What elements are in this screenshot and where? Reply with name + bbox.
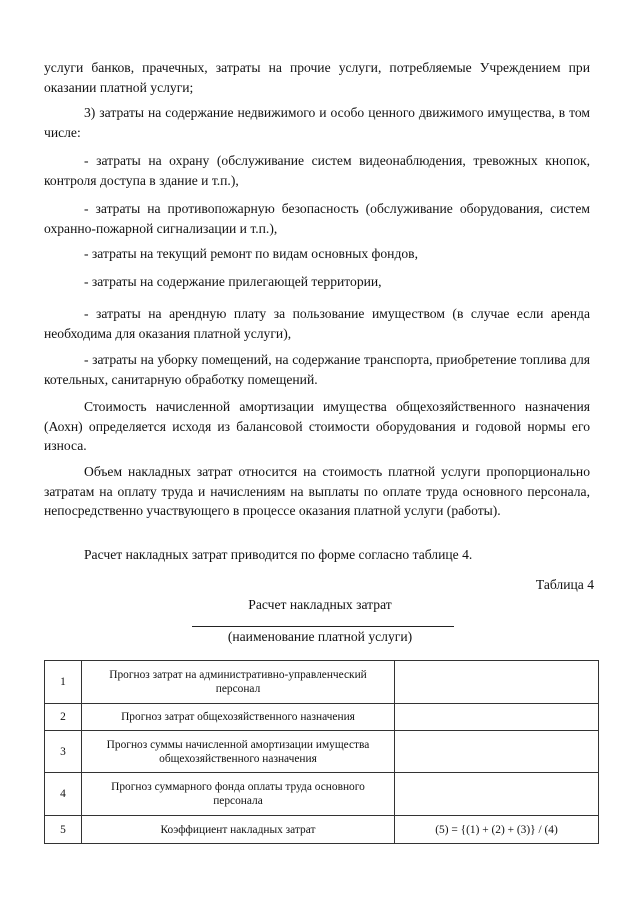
paragraph-rent-costs: - затраты на арендную плату за пользование имуществом (в случае если аренда необходима для оказания платной услуги), <box>44 306 590 341</box>
paragraph-fire-safety-costs: - затраты на противопожарную безопасность (обслуживание оборудования, систем охранно-пожарной сигнализации и т.п.), <box>44 201 590 236</box>
table-row <box>45 661 599 704</box>
paragraph-depreciation: Стоимость начисленной амортизации имущества общехозяйственного назначения (Аохн) определяется исходя из балансовой стоимости оборудования и годовой нормы его износа. <box>44 399 590 453</box>
row-value <box>395 661 599 704</box>
paragraph-bank-services: услуги банков, прачечных, затраты на прочие услуги, потребляемые Учреждением при оказании платной услуги; <box>44 60 590 95</box>
table-row <box>45 731 599 773</box>
table-label: Таблица 4 <box>535 577 594 592</box>
row-description: Коэффициент накладных затрат <box>82 816 395 844</box>
row-number: 2 <box>45 704 82 731</box>
row-number: 3 <box>45 731 82 773</box>
row-description: Прогноз суммарного фонда оплаты труда основного персонала <box>82 773 395 816</box>
table-subtitle: (наименование платной услуги) <box>227 629 413 644</box>
row-description: Прогноз затрат на административно-управленческий персонал <box>82 661 395 704</box>
paragraph-territory-costs: - затраты на содержание прилегающей территории, <box>84 274 382 289</box>
row-value <box>395 773 599 816</box>
paragraph-property-costs: 3) затраты на содержание недвижимого и особо ценного движимого имущества, в том числе: <box>44 105 590 140</box>
table-row <box>45 816 599 844</box>
table-title: Расчет накладных затрат <box>248 597 392 612</box>
row-value <box>395 731 599 773</box>
row-value <box>395 704 599 731</box>
table-row <box>45 773 599 816</box>
row-number: 4 <box>45 773 82 816</box>
row-description: Прогноз суммы начисленной амортизации имущества общехозяйственного назначения <box>82 731 395 773</box>
row-number: 5 <box>45 816 82 844</box>
service-name-line <box>192 626 454 627</box>
row-formula: (5) = {(1) + (2) + (3)} / (4) <box>395 816 599 844</box>
row-number: 1 <box>45 661 82 704</box>
paragraph-security-costs: - затраты на охрану (обслуживание систем видеонаблюдения, тревожных кнопок, контроля доступа в здание и т.п.), <box>44 153 590 188</box>
paragraph-repair-costs: - затраты на текущий ремонт по видам основных фондов, <box>84 246 418 261</box>
paragraph-cleaning-costs: - затраты на уборку помещений, на содержание транспорта, приобретение топлива для котельных, санитарную обработку помещений. <box>44 352 590 387</box>
paragraph-overhead-volume: Объем накладных затрат относится на стоимость платной услуги пропорционально затратам на оплату труда и начислениям на выплаты по оплате труда основного персонала, непосредственно участвующего в процессе оказания платной услуги (работы). <box>44 464 590 518</box>
table-row <box>45 704 599 731</box>
paragraph-table-reference: Расчет накладных затрат приводится по форме согласно таблице 4. <box>84 547 473 562</box>
overhead-calculation-table <box>44 660 599 844</box>
row-description: Прогноз затрат общехозяйственного назначения <box>82 704 395 731</box>
